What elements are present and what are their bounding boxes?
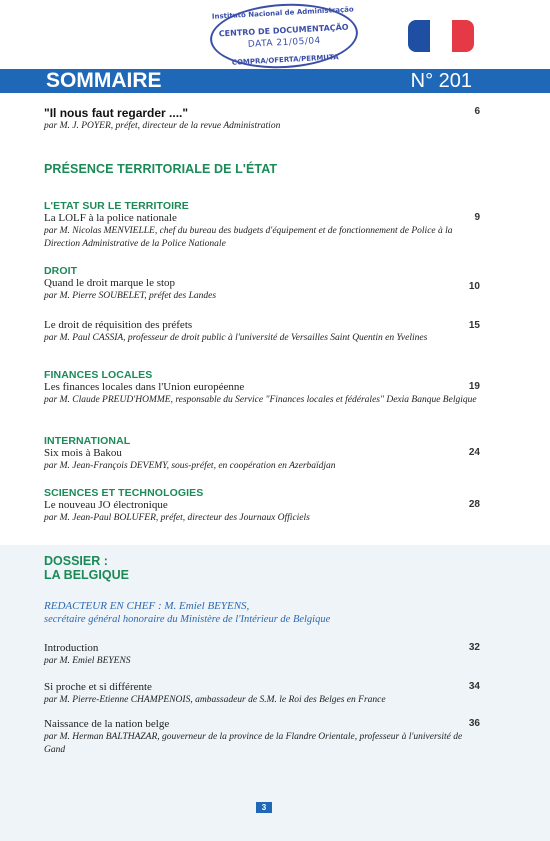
section-finances xyxy=(44,369,484,407)
entry-page: 15 xyxy=(468,320,480,331)
dossier-editor xyxy=(44,600,464,626)
entry-title: Les finances locales dans l'Union européenne xyxy=(44,381,245,393)
entry-title: La LOLF à la police nationale xyxy=(44,212,177,224)
entry-title: Quand le droit marque le stop xyxy=(44,277,176,289)
lead-entry xyxy=(44,106,484,133)
entry-page: 10 xyxy=(468,281,480,292)
lead-title: "Il nous faut regarder ...." xyxy=(44,106,189,120)
entry-author: par M. Herman BALTHAZAR, gouverneur de la province de la Flandre Orientale, professeur à l'université de Gand xyxy=(44,732,463,755)
stamp-line2: DATA 21/05/04 xyxy=(247,36,322,50)
entry-author: par M. Pierre SOUBELET, préfet des Landes xyxy=(44,291,217,301)
entry-author: par M. Jean-Paul BOLUFER, préfet, directeur des Journaux Officiels xyxy=(44,513,310,523)
entry-author: par M. Claude PREUD'HOMME, responsable du Service "Finances locales et fédérales" Dexia Banque Belgique xyxy=(44,395,477,405)
entry-page: 34 xyxy=(468,681,480,692)
entry-title: Six mois à Bakou xyxy=(44,447,122,459)
library-stamp xyxy=(208,0,359,72)
page-title: SOMMAIRE xyxy=(46,69,162,92)
lead-author: par M. J. POYER, préfet, directeur de la revue Administration xyxy=(44,121,281,131)
section-international xyxy=(44,435,484,473)
issue-number: N° 201 xyxy=(410,70,472,92)
entry-page: 32 xyxy=(468,642,480,653)
lead-page: 6 xyxy=(474,106,480,117)
section-heading: INTERNATIONAL xyxy=(44,435,131,447)
entry-title: Le droit de réquisition des préfets xyxy=(44,319,193,331)
entry-author: par M. Jean-François DEVEMY, sous-préfet, en coopération en Azerbaïdjan xyxy=(44,461,336,471)
entry-author: par M. Pierre-Etienne CHAMPENOIS, ambassadeur de S.M. le Roi des Belges en France xyxy=(44,695,386,705)
dossier-heading: DOSSIER : LA BELGIQUE xyxy=(44,554,129,582)
entry-title: Le nouveau JO électronique xyxy=(44,499,168,511)
entry-title: Naissance de la nation belge xyxy=(44,718,170,730)
section-droit xyxy=(44,265,484,303)
entry-requisition xyxy=(44,319,484,345)
entry-page: 36 xyxy=(468,718,480,729)
entry-page: 9 xyxy=(474,212,480,223)
page-number: 3 xyxy=(256,802,272,813)
section-heading: L'ETAT SUR LE TERRITOIRE xyxy=(44,200,189,212)
entry-page: 24 xyxy=(468,447,480,458)
main-section-heading: PRÉSENCE TERRITORIALE DE L'ÉTAT xyxy=(44,162,278,176)
stamp-top-text: Instituto Nacional de Administração xyxy=(211,5,354,21)
section-heading: SCIENCES ET TECHNOLOGIES xyxy=(44,487,204,499)
entry-title: Si proche et si différente xyxy=(44,681,152,693)
dossier-entry xyxy=(44,718,484,757)
header-band xyxy=(0,69,550,93)
entry-author: par M. Nicolas MENVIELLE, chef du bureau des budgets d'équipement et de fonctionnement de Police à la Direction Administrative de la Police Nationale xyxy=(44,226,453,249)
entry-page: 19 xyxy=(468,381,480,392)
entry-author: par M. Paul CASSIA, professeur de droit public à l'université de Versailles Saint Quentin en Yvelines xyxy=(44,333,428,343)
stamp-bottom-text: COMPRA/OFERTA/PERMUTA xyxy=(231,53,339,67)
section-heading: FINANCES LOCALES xyxy=(44,369,153,381)
dossier-entry xyxy=(44,642,484,668)
entry-title: Introduction xyxy=(44,642,99,654)
section-territoire xyxy=(44,200,484,251)
stamp-line1: CENTRO DE DOCUMENTAÇÃO xyxy=(218,22,349,39)
dossier-entry xyxy=(44,681,484,707)
section-sciences xyxy=(44,487,484,525)
editor-line1: REDACTEUR EN CHEF : M. Emiel BEYENS, xyxy=(44,600,250,612)
section-heading: DROIT xyxy=(44,265,78,277)
french-flag-icon xyxy=(408,20,474,52)
entry-page: 28 xyxy=(468,499,480,510)
editor-line2: secrétaire général honoraire du Ministère de l'Intérieur de Belgique xyxy=(44,614,331,625)
entry-author: par M. Emiel BEYENS xyxy=(44,656,131,666)
